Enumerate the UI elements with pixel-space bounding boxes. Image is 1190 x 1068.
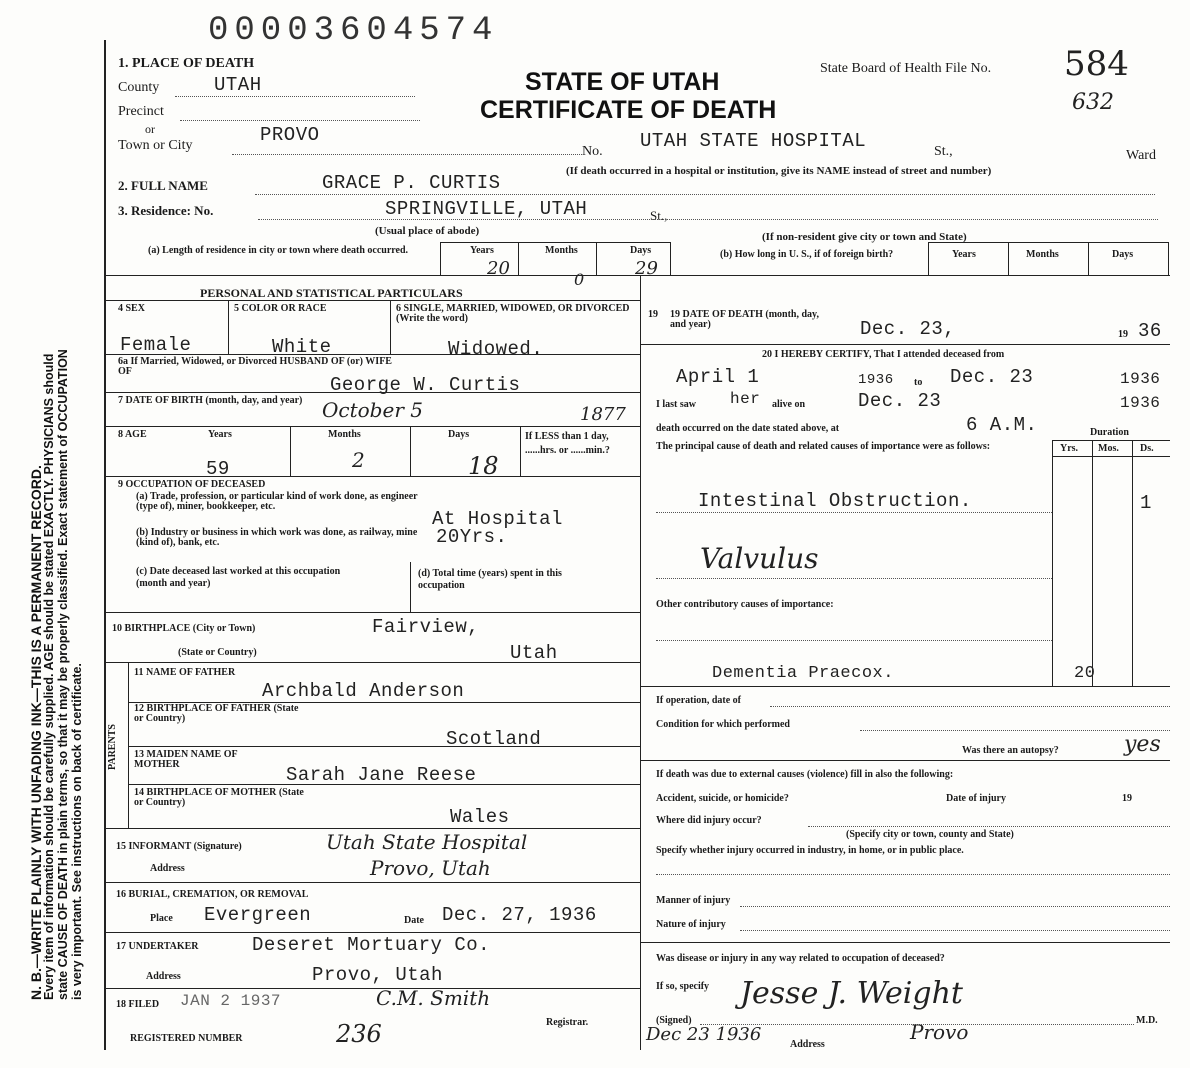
dob-year: 1877 [580, 404, 626, 425]
certify-label: 20 I HEREBY CERTIFY, That I attended deceased from [762, 349, 1005, 360]
dob-label: 7 DATE OF BIRTH (month, day, and year) [118, 395, 303, 406]
birthplace-state: Utah [510, 642, 558, 664]
informant-address-label: Address [150, 863, 185, 874]
county-value: UTAH [214, 74, 262, 96]
condition-label: Condition for which performed [656, 719, 790, 730]
burial-date-label: Date [404, 915, 424, 926]
color-value: White [272, 336, 332, 358]
filed-date: JAN 2 1937 [180, 992, 282, 1010]
signed-label: (Signed) [656, 1015, 692, 1026]
undertaker-value: Deseret Mortuary Co. [252, 934, 491, 956]
occupation-c-label: (c) Date deceased last worked at this occupation (month and year) [136, 566, 341, 589]
town-value: PROVO [260, 124, 320, 146]
spouse-value: George W. Curtis [330, 374, 521, 396]
us-residence-label: (b) How long in U. S., if of foreign birth? [720, 249, 894, 260]
length-residence-label: (a) Length of residence in city or town where death occurred. [148, 245, 409, 256]
st-label: St., [934, 144, 953, 159]
mother-birthplace-label: 14 BIRTHPLACE OF MOTHER (State or Country) [134, 787, 304, 808]
age-months-label: Months [328, 429, 361, 440]
or-label: or [145, 122, 155, 136]
if-so-label: If so, specify [656, 981, 710, 992]
place-of-death-label: 1. PLACE OF DEATH [118, 56, 255, 71]
alive-on-label: alive on [772, 399, 806, 410]
cause-1-days: 1 [1140, 492, 1152, 514]
spouse-label: 6a If Married, Widowed, or Divorced HUSBAND OF (or) WIFE OF [118, 356, 392, 377]
injury-year-prefix: 19 [1122, 793, 1132, 804]
informant-value: Utah State Hospital [326, 830, 528, 854]
burial-date-value: Dec. 27, 1936 [442, 904, 597, 926]
burial-place-label: Place [150, 913, 173, 924]
street-no-label: No. [582, 144, 603, 159]
occupation-a-label: (a) Trade, profession, or particular kind of work done, as engineer (type of), miner, bookkeeper, etc. [136, 491, 418, 512]
informant-label: 15 INFORMANT (Signature) [116, 841, 242, 852]
residence-label: 3. Residence: No. [118, 203, 214, 218]
marital-value: Widowed. [448, 338, 544, 360]
date-of-death-label: 19 DATE OF DEATH (month, day, and year) [670, 309, 819, 330]
undertaker-address-value: Provo, Utah [312, 964, 443, 986]
county-label: County [118, 80, 160, 95]
mother-birthplace-value: Wales [450, 806, 510, 828]
town-label: Town or City [118, 138, 193, 153]
age-years-value: 59 [206, 458, 230, 480]
occupation-b-value: 20Yrs. [436, 526, 508, 548]
cause-2: Valvulus [700, 542, 819, 575]
father-birthplace-value: Scotland [446, 728, 542, 750]
file-note: 632 [1072, 90, 1114, 115]
ward-label: Ward [1126, 148, 1156, 163]
accident-label: Accident, suicide, or homicide? [656, 793, 789, 804]
side-note-4: is very important. See instructions on back of certificate. [70, 663, 84, 1000]
duration-yrs-label: Yrs. [1060, 443, 1079, 454]
institution-value: UTAH STATE HOSPITAL [640, 130, 867, 152]
autopsy-label: Was there an autopsy? [962, 745, 1059, 756]
mother-name-label: 13 MAIDEN NAME OF MOTHER [134, 749, 238, 770]
side-note-2: Every item of information should be carefully supplied. AGE should be stated EXACTLY. PHYSICIANS should [42, 353, 56, 1000]
certificate-title: CERTIFICATE OF DEATH [480, 96, 777, 124]
us-years-label: Years [952, 249, 976, 260]
operation-label: If operation, date of [656, 695, 741, 706]
to-label: to [914, 377, 923, 388]
residence-value: SPRINGVILLE, UTAH [385, 198, 588, 220]
occupation-d-label: (d) Total time (years) spent in this occupation [418, 568, 562, 591]
age-years-label: Years [208, 429, 232, 440]
side-note-1: N. B.—WRITE PLAINLY WITH UNFADING INK—THIS IS A PERMANENT RECORD. [28, 465, 44, 1000]
registered-number-value: 236 [336, 1020, 382, 1048]
signed-date: Dec 23 1936 [646, 1024, 762, 1045]
occupation-b-label: (b) Industry or business in which work was done, as railway, mine (kind of), bank, etc. [136, 527, 418, 548]
md-label: M.D. [1136, 1015, 1158, 1026]
age-days-label: Days [448, 429, 470, 440]
external-causes-label: If death was due to external causes (violence) fill in also the following: [656, 769, 954, 780]
birthplace-city: Fairview, [372, 616, 480, 638]
precinct-label: Precinct [118, 104, 164, 119]
occupation-a-value: At Hospital [432, 508, 563, 530]
contributory-years: 20 [1074, 664, 1096, 683]
nonresident-note: (If non-resident give city or town and State) [762, 231, 967, 243]
age-label: 8 AGE [118, 429, 147, 440]
last-saw-who: her [730, 390, 761, 408]
father-name-value: Archbald Anderson [262, 680, 465, 702]
physician-address-label: Address [790, 1039, 825, 1050]
date-of-death-label-num: 19 [648, 309, 658, 320]
res-months-label: Months [545, 245, 578, 256]
death-year-prefix: 19 [1118, 329, 1128, 340]
side-note-3: state CAUSE OF DEATH in plain terms, so that it may be properly classified. Exact statement of OCCUPATION [56, 349, 70, 1000]
birthplace-state-label: (State or Country) [178, 647, 257, 658]
occupation-label: 9 OCCUPATION OF DECEASED [118, 479, 266, 490]
duration-ds-label: Ds. [1140, 443, 1154, 454]
undertaker-address-label: Address [146, 971, 181, 982]
other-causes-label: Other contributory causes of importance: [656, 599, 834, 610]
attended-to: Dec. 23 [950, 366, 1034, 388]
death-year: 36 [1138, 320, 1162, 342]
filed-label: 18 FILED [116, 999, 160, 1010]
parents-side-label: PARENTS [107, 724, 118, 770]
serial-number: 00003604574 [208, 12, 499, 50]
res-years-label: Years [470, 245, 494, 256]
father-birthplace-label: 12 BIRTHPLACE OF FATHER (State or Country) [134, 703, 299, 724]
personal-heading: PERSONAL AND STATISTICAL PARTICULARS [200, 286, 463, 300]
institution-note: (If death occurred in a hospital or institution, give its NAME instead of street and number) [566, 165, 992, 177]
dob-value: October 5 [322, 398, 423, 422]
undertaker-label: 17 UNDERTAKER [116, 941, 199, 952]
less-than-day-label: If LESS than 1 day, ......hrs. or ......min.? [525, 431, 610, 456]
res-months-value: 0 [574, 270, 585, 289]
age-days-value: 18 [468, 452, 499, 480]
date-of-death-value: Dec. 23, [860, 318, 956, 340]
birthplace-label: 10 BIRTHPLACE (City or Town) [112, 623, 256, 634]
usual-abode-note: (Usual place of abode) [375, 225, 480, 237]
duration-mos-label: Mos. [1098, 443, 1119, 454]
contributory-cause: Dementia Praecox. [712, 664, 894, 683]
informant-address-value: Provo, Utah [370, 856, 491, 880]
state-heading: STATE OF UTAH [525, 68, 720, 96]
marital-label: 6 SINGLE, MARRIED, WIDOWED, OR DIVORCED (Write the word) [396, 303, 630, 324]
registered-number-label: REGISTERED NUMBER [130, 1033, 243, 1044]
autopsy-value: yes [1124, 732, 1161, 757]
last-saw-date: Dec. 23 [858, 390, 942, 412]
file-no-value: 584 [1064, 44, 1129, 84]
father-name-label: 11 NAME OF FATHER [134, 667, 236, 678]
full-name-value: GRACE P. CURTIS [322, 172, 501, 194]
last-saw-year: 1936 [1120, 394, 1161, 412]
death-occurred-label: death occurred on the date stated above, at [656, 423, 840, 434]
specify-place-label: Specify whether injury occurred in industry, in home, or in public place. [656, 845, 964, 856]
attended-from-year: 1936 [858, 372, 894, 388]
burial-label: 16 BURIAL, CREMATION, OR REMOVAL [116, 889, 309, 900]
where-injury-label: Where did injury occur? [656, 815, 762, 826]
cause-label: The principal cause of death and related causes of importance were as follows: [656, 441, 991, 452]
attended-from: April 1 [676, 366, 760, 388]
registrar-signature: C.M. Smith [376, 986, 491, 1010]
death-time: 6 A.M. [966, 414, 1038, 436]
where-injury-note: (Specify city or town, county and State) [846, 829, 1014, 840]
physician-signature: Jesse J. Weight [740, 976, 963, 1011]
color-label: 5 COLOR OR RACE [234, 303, 327, 314]
related-occupation-label: Was disease or injury in any way related to occupation of deceased? [656, 953, 945, 964]
last-saw-label: I last saw [656, 399, 697, 410]
nature-injury-label: Nature of injury [656, 919, 726, 930]
duration-label: Duration [1090, 427, 1129, 438]
attended-to-year: 1936 [1120, 370, 1161, 388]
res-days-label: Days [630, 245, 652, 256]
cause-1: Intestinal Obstruction. [698, 490, 972, 512]
us-days-label: Days [1112, 249, 1134, 260]
full-name-label: 2. FULL NAME [118, 178, 208, 193]
registrar-label: Registrar. [546, 1017, 589, 1028]
physician-address: Provo [910, 1020, 969, 1044]
manner-injury-label: Manner of injury [656, 895, 731, 906]
file-no-label: State Board of Health File No. [820, 61, 992, 76]
mother-name-value: Sarah Jane Reese [286, 764, 477, 786]
burial-place-value: Evergreen [204, 904, 312, 926]
us-months-label: Months [1026, 249, 1059, 260]
sex-label: 4 SEX [118, 303, 145, 314]
res-years-value: 20 [487, 258, 510, 279]
sex-value: Female [120, 334, 192, 356]
res-days-value: 29 [635, 258, 658, 279]
injury-date-label: Date of injury [946, 793, 1006, 804]
res-st-label: St., [650, 208, 668, 223]
age-months-value: 2 [352, 448, 365, 472]
